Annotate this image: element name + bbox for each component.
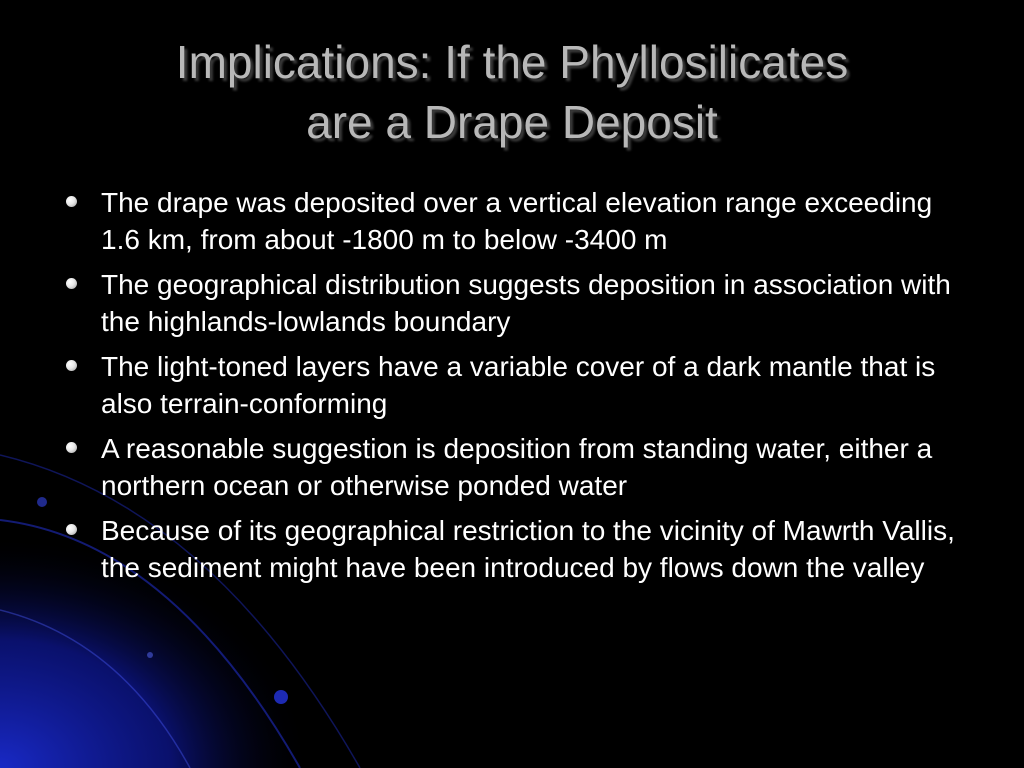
bullet-item bbox=[60, 430, 970, 504]
bullet-dot-icon bbox=[66, 524, 77, 535]
glow-dot bbox=[274, 690, 288, 704]
bullet-item bbox=[60, 348, 970, 422]
bullet-text: Because of its geographical restriction to the vicinity of Mawrth Vallis, the sediment might have been introduced by flows down the valley bbox=[101, 515, 955, 583]
bullet-dot-icon bbox=[66, 278, 77, 289]
bullet-text: The light-toned layers have a variable cover of a dark mantle that is also terrain-conforming bbox=[101, 351, 936, 419]
bullet-dot-icon bbox=[66, 360, 77, 371]
glow-dot bbox=[37, 497, 47, 507]
bullet-item bbox=[60, 266, 970, 340]
bullet-item bbox=[60, 184, 970, 258]
bullet-dot-icon bbox=[66, 442, 77, 453]
bullet-text: A reasonable suggestion is deposition from standing water, either a northern ocean or otherwise ponded water bbox=[101, 433, 933, 501]
bullet-text: The drape was deposited over a vertical elevation range exceeding 1.6 km, from about -1800 m to below -3400 m bbox=[101, 187, 933, 255]
bullet-dot-icon bbox=[66, 196, 77, 207]
bullet-item bbox=[60, 512, 970, 586]
bullet-text: The geographical distribution suggests deposition in association with the highlands-lowlands boundary bbox=[101, 269, 951, 337]
slide-title bbox=[40, 32, 984, 152]
slide-title-line-2: are a Drape Deposit bbox=[306, 96, 718, 148]
glow-dot bbox=[147, 652, 153, 658]
bullet-list bbox=[60, 184, 970, 594]
slide-title-line-1: Implications: If the Phyllosilicates bbox=[175, 36, 849, 88]
